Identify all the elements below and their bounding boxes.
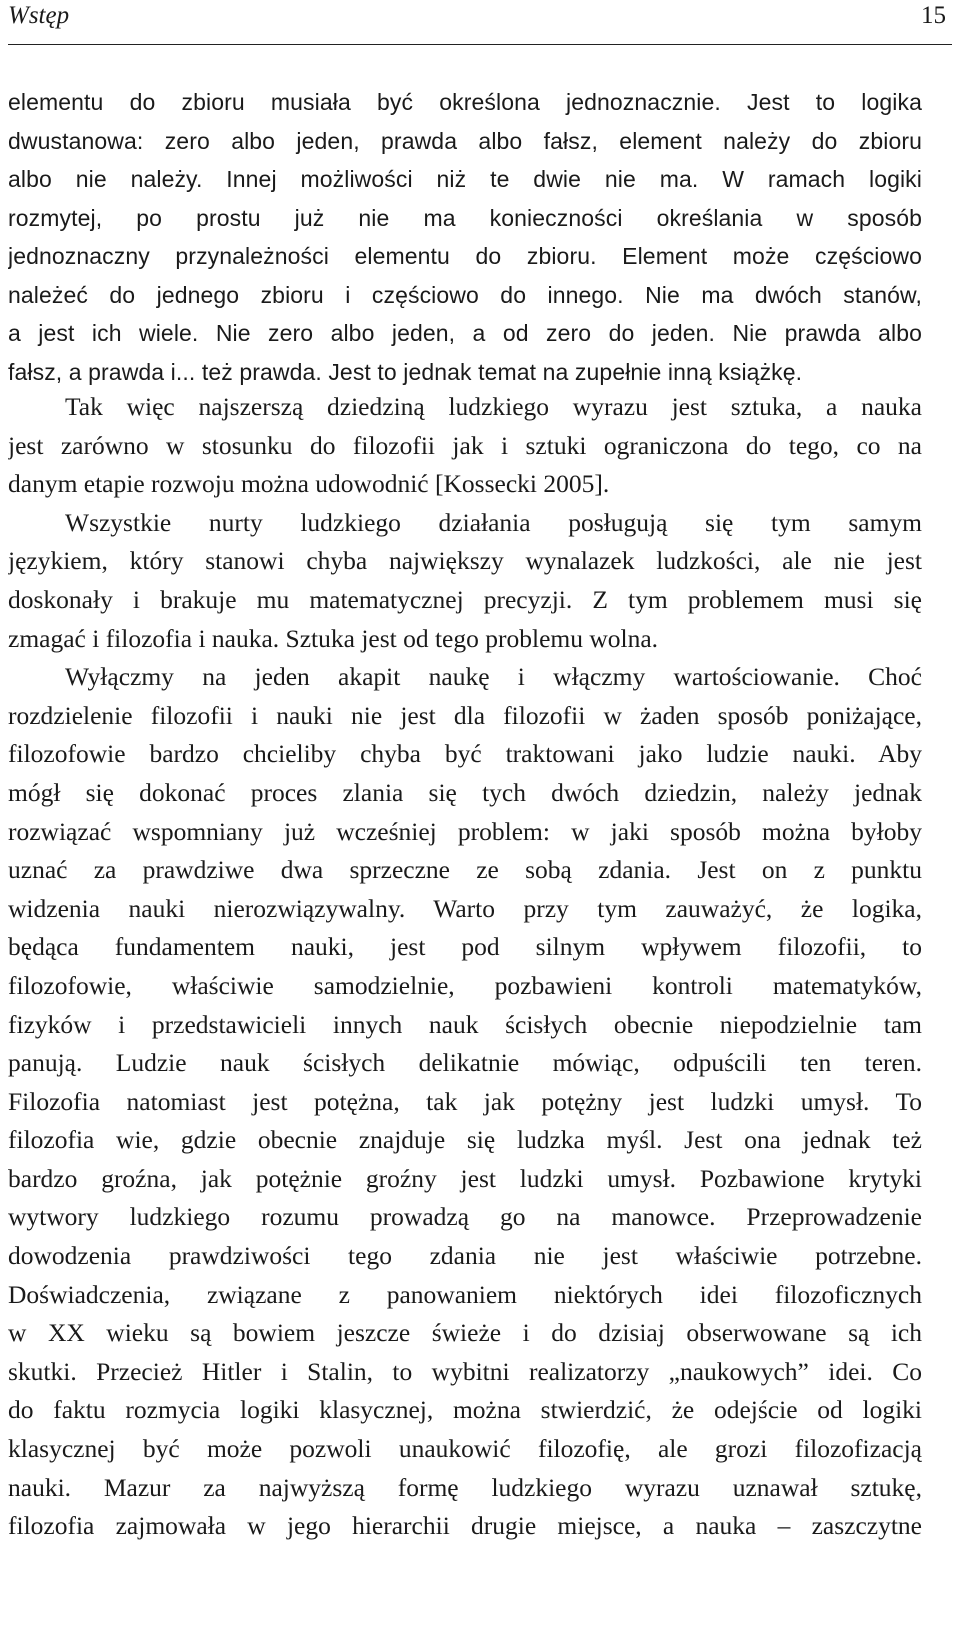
- text-line: danym etapie rozwoju można udowodnić [Kossecki 2005].: [8, 469, 610, 499]
- text-line: jest zarówno w stosunku do filozofii jak i sztuki ograniczona do tego, co na: [8, 430, 922, 460]
- text-line: doskonały i brakuje mu matematycznej precyzji. Z tym problemem musi się: [8, 584, 922, 614]
- text-line: dowodzenia prawdziwości tego zdania nie jest właściwie potrzebne.: [8, 1241, 922, 1271]
- chapter-title: Wstęp: [8, 2, 70, 29]
- text-line: jednoznaczny przynależności elementu do zbioru. Element może częściowo: [8, 243, 922, 269]
- text-line: będąca fundamentem nauki, jest pod silnym wpływem filozofii, to: [8, 932, 922, 962]
- text-line: rozmytej, po prostu już nie ma konieczności określania w sposób: [8, 204, 922, 231]
- text-line: rozdzielenie filozofii i nauki nie jest dla filozofii w żaden sposób poniżające,: [8, 700, 922, 730]
- text-line: uznać za prawdziwe dwa sprzeczne ze sobą zdania. Jest on z punktu: [8, 855, 922, 885]
- text-line: filozofia zajmowała w jego hierarchii drugie miejsce, a nauka – zaszczytne: [8, 1511, 922, 1541]
- text-line: rozwiązać wspomniany już wcześniej problem: w jaki sposób można byłoby: [8, 816, 922, 846]
- text-line: albo nie należy. Innej możliwości niż te dwie nie ma. W ramach logiki: [8, 166, 922, 192]
- text-line: dwustanowa: zero albo jeden, prawda albo fałsz, element należy do zbioru: [8, 127, 922, 154]
- text-line: do faktu rozmycia logiki klasycznej, można stwierdzić, że odejście od logiki: [8, 1395, 922, 1425]
- text-line: Filozofia natomiast jest potężna, tak jak potężny jest ludzki umysł. To: [8, 1086, 922, 1116]
- text-line: fizyków i przedstawicieli innych nauk ścisłych obecnie niepodzielnie tam: [8, 1009, 922, 1039]
- text-line: wytwory ludzkiego rozumu prowadzą go na manowce. Przeprowadzenie: [8, 1202, 922, 1232]
- text-line: bardzo groźna, jak potężnie groźny jest ludzki umysł. Pozbawione krytyki: [8, 1163, 922, 1193]
- text-line: a jest ich wiele. Nie zero albo jeden, a od zero do jeden. Nie prawda albo: [8, 320, 922, 346]
- running-header: [8, 0, 952, 45]
- text-line: fałsz, a prawda i... też prawda. Jest to jednak temat na zupełnie inną książkę.: [8, 358, 803, 385]
- text-line: nauki. Mazur za najwyższą formę ludzkiego wyrazu uznawał sztukę,: [8, 1472, 922, 1502]
- text-line: należeć do jednego zbioru i częściowo do innego. Nie ma dwóch stanów,: [8, 281, 922, 308]
- page-number: 15: [921, 2, 946, 29]
- text-line: Tak więc najszerszą dziedziną ludzkiego wyrazu jest sztuka, a nauka: [65, 392, 922, 421]
- text-line: elementu do zbioru musiała być określona jednoznacznie. Jest to logika: [8, 89, 922, 115]
- sans-paragraph: [8, 83, 922, 391]
- text-line: Wszystkie nurty ludzkiego działania posługują się tym samym: [65, 507, 922, 537]
- text-line: zmagać i filozofia i nauka. Sztuka jest od tego problemu wolna.: [8, 623, 659, 653]
- text-line: klasycznej być może pozwoli unaukowić filozofię, ale grozi filozofizacją: [8, 1434, 922, 1464]
- text-line: panują. Ludzie nauk ścisłych delikatnie mówiąc, odpuścili ten teren.: [8, 1048, 922, 1078]
- text-line: językiem, który stanowi chyba największy wynalazek ludzkości, ale nie jest: [8, 546, 922, 576]
- text-line: skutki. Przecież Hitler i Stalin, to wybitni realizatorzy „naukowych” idei. Co: [8, 1356, 922, 1386]
- text-line: w XX wieku są bowiem jeszcze świeże i do dzisiaj obserwowane są ich: [8, 1318, 922, 1348]
- text-line: filozofowie bardzo chcieliby chyba być traktowani jako ludzie nauki. Aby: [8, 739, 922, 769]
- text-line: mógł się dokonać proces zlania się tych dwóch dziedzin, należy jednak: [8, 777, 922, 807]
- serif-paragraphs: [8, 388, 922, 1546]
- text-line: Doświadczenia, związane z panowaniem niektórych idei filozoficznych: [8, 1279, 922, 1309]
- text-line: widzenia nauki nierozwiązywalny. Warto przy tym zauważyć, że logika,: [8, 893, 922, 923]
- text-line: Wyłączmy na jeden akapit naukę i włączmy wartościowanie. Choć: [65, 662, 922, 692]
- text-line: filozofowie, właściwie samodzielnie, pozbawieni kontroli matematyków,: [8, 970, 922, 1000]
- text-line: filozofia wie, gdzie obecnie znajduje się ludzka myśl. Jest ona jednak też: [8, 1125, 922, 1155]
